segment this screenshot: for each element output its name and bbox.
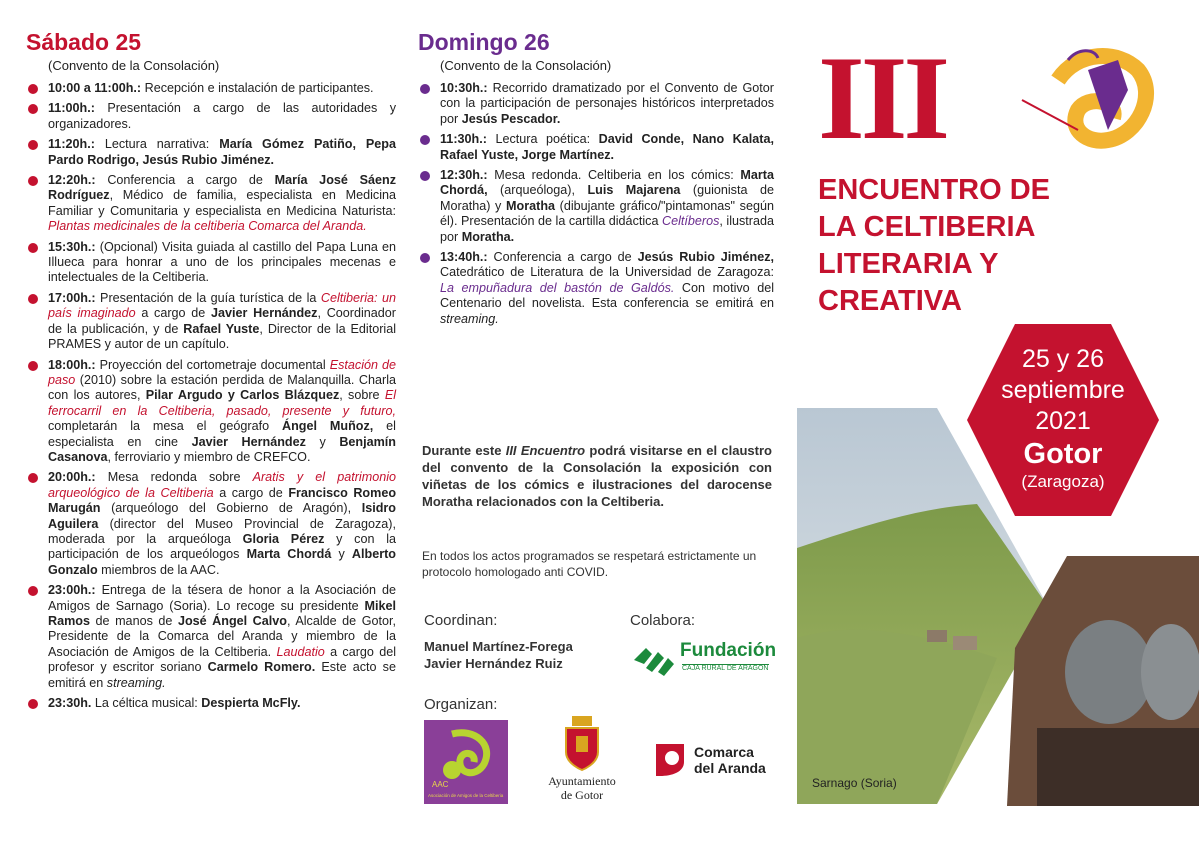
event-dates: 25 y 26 septiembre 2021 Gotor (Zaragoza): [965, 344, 1161, 493]
saturday-title: Sábado 25: [26, 29, 142, 55]
bullet-icon: [28, 473, 38, 483]
text-segment: podrá visitarse en el claustro del convento de la Consolación la exposición con viñetas de los cómics e ilustraciones del darocense: [422, 443, 772, 492]
text-segment: , Médico de familia, especialista en Medicina Familiar y Comunitaria y especialista en Medicina Naturista:: [48, 188, 396, 218]
bullet-icon: [28, 140, 38, 150]
text-segment: 18:00h.:: [48, 357, 96, 372]
schedule-item: [26, 240, 396, 286]
text-segment: , Coordinador de la publicación, y de: [48, 306, 396, 336]
text-segment: 23:00h.:: [48, 583, 96, 598]
text-segment: La empuñadura del bastón de Galdós.: [440, 280, 675, 295]
text-segment: Lectura poética:: [486, 132, 599, 147]
text-segment: 23:30h.: [48, 696, 92, 711]
schedule-item: [26, 470, 396, 578]
schedule-item: [26, 137, 396, 168]
text-segment: Presentación de la guía turística de la: [95, 290, 321, 305]
text-segment: (arqueóloga),: [487, 183, 588, 198]
text-segment: Moratha: [422, 494, 473, 509]
text-segment: Durante este: [422, 443, 506, 458]
text-segment: , ferroviario y miembro de CREFCO.: [107, 449, 311, 464]
text-segment: Lectura narrativa:: [94, 137, 220, 152]
text-segment: David Conde, Nano Kalata, Rafael Yuste, Jorge Martínez.: [440, 132, 774, 162]
organizan-label: Organizan:: [424, 696, 498, 713]
text-segment: de manos de: [90, 614, 178, 628]
bullet-icon: [28, 84, 38, 94]
text-segment: 10:30h.:: [440, 81, 488, 95]
text-segment: y: [305, 434, 340, 449]
hero-title-line-2: LA CELTIBERIA: [818, 211, 1036, 243]
text-segment: Mikel Ramos: [48, 598, 396, 628]
bullet-icon: [420, 135, 430, 145]
text-segment: completarán la mesa el geógrafo: [48, 419, 282, 434]
schedule-item: [418, 132, 774, 163]
schedule-item: [418, 168, 774, 245]
text-segment: (arqueólogo del Gobierno de Aragón),: [100, 501, 362, 516]
text-segment: El ferrocarril en la Celtiberia, pasado, presente y futuro,: [48, 388, 397, 418]
text-segment: Alberto Gonzalo: [48, 547, 396, 577]
coordinan-name-1: Manuel Martínez-Forega: [424, 639, 573, 654]
text-segment: streaming.: [440, 311, 499, 326]
colabora-label: Colabora:: [630, 612, 696, 629]
text-segment: Recorrido dramatizado por el Convento de Gotor con la participación de personajes históricos interpretados por: [440, 81, 774, 126]
text-segment: 10:00 a 11:00h.:: [48, 81, 142, 95]
schedule-item: [418, 81, 774, 127]
text-segment: Moratha: [506, 198, 556, 213]
text-segment: (Opcional) Visita guiada al castillo del Papa Luna en Illueca para honrar a uno de los principales mecenas e intelectuales de la Celtiberia.: [48, 239, 396, 285]
text-segment: Pilar Argudo y Carlos Blázquez: [145, 388, 340, 403]
text-segment: 11:20h.:: [48, 137, 95, 152]
text-segment: Gloria Pérez: [242, 531, 325, 546]
text-segment: y con la participación de los arqueólogos: [48, 531, 397, 562]
coordinan-label: Coordinan:: [424, 612, 498, 629]
text-segment: Carmelo Romero.: [207, 660, 316, 675]
hero-title-line-3: LITERARIA Y: [818, 248, 999, 280]
text-segment: María Gómez Patiño, Pepa Pardo Rodrigo, Jesús Rubio Jiménez.: [48, 137, 396, 167]
text-segment: Marta Chordá,: [440, 168, 774, 198]
saturday-venue: (Convento de la Consolación): [48, 58, 220, 73]
text-segment: Rafael Yuste: [183, 321, 260, 336]
schedule-item: [26, 291, 396, 353]
text-segment: a cargo del profesor y escritor soriano: [48, 644, 397, 675]
text-segment: , Director de la Editorial PRAMES y autor de un capítulo.: [48, 321, 397, 352]
text-segment: Mesa redonda sobre: [95, 470, 253, 485]
text-segment: , ilustrada por: [440, 214, 775, 244]
text-segment: a cargo de: [213, 485, 289, 500]
ayuntamiento-gotor-logo: Ayuntamiento de Gotor: [540, 716, 624, 808]
text-segment: La céltica musical:: [91, 696, 202, 711]
comarca-aranda-logo: Comarca del Aranda: [650, 742, 780, 782]
text-segment: Laudatio: [276, 644, 325, 659]
text-segment: Plantas medicinales de la celtiberia Comarca del Aranda.: [48, 219, 367, 234]
event-region: (Zaragoza): [1021, 472, 1105, 491]
text-segment: Presentación a cargo de las autoridades y organizadores.: [48, 101, 396, 131]
text-segment: (guionista de Moratha) y: [440, 183, 774, 213]
bullet-icon: [420, 253, 430, 263]
text-segment: José Ángel Calvo: [177, 614, 287, 628]
text-segment: Francisco Romeo Marugán: [48, 485, 397, 516]
text-segment: (dibujante gráfico/"pintamonas" según él). Presentación de la cartilla didáctica: [440, 198, 774, 229]
text-segment: María José Sáenz Rodríguez: [48, 173, 396, 203]
coat-of-arms-icon: [562, 716, 602, 772]
text-segment: 13:40h.:: [440, 250, 488, 265]
exhibition-note: [422, 442, 772, 510]
bullet-icon: [28, 361, 38, 371]
text-segment: a cargo de: [135, 306, 211, 321]
text-segment: 15:30h.:: [48, 239, 96, 254]
schedule-item: [418, 250, 774, 327]
text-segment: Conferencia a cargo de: [487, 250, 638, 265]
text-segment: 12:30h.:: [440, 168, 488, 183]
text-segment: 20:00h.:: [48, 470, 96, 485]
aac-spiral-icon: [424, 720, 508, 804]
text-segment: (director del Museo Provincial de Zaragoza), moderada por la arqueóloga: [48, 516, 396, 546]
coordinan-name-2: Javier Hernández Ruiz: [424, 656, 563, 671]
text-segment: el especialista en cine: [48, 419, 396, 449]
hero-title-line-4: CREATIVA: [818, 285, 962, 317]
hero-title-line-1: ENCUENTRO DE: [818, 174, 1051, 206]
text-segment: 11:00h.:: [48, 101, 95, 116]
text-segment: Despierta McFly.: [201, 696, 301, 711]
text-segment: Celtíberos: [661, 214, 720, 229]
text-segment: , sobre: [339, 388, 385, 403]
text-segment: Javier Hernández: [210, 306, 318, 321]
schedule-item: [26, 583, 396, 691]
text-segment: Conferencia a cargo de: [95, 173, 275, 188]
text-segment: Luis Majarena: [587, 183, 681, 198]
text-segment: Aratis y el patrimonio arqueológico de la Celtiberia: [48, 470, 396, 500]
bullet-icon: [420, 84, 430, 94]
event-place: Gotor: [1023, 438, 1103, 470]
text-segment: 12:20h.:: [48, 173, 96, 188]
fundacion-logo: Fundación CAJA RURAL DE ARAGON: [630, 640, 780, 680]
text-segment: 17:00h.:: [48, 290, 96, 305]
sunday-column: [418, 0, 774, 332]
text-segment: Javier Hernández: [191, 434, 306, 449]
photo-caption: Sarnago (Soria): [812, 776, 897, 790]
text-segment: 11:30h.:: [440, 132, 487, 147]
schedule-item: [26, 173, 396, 235]
text-segment: Isidro Aguilera: [48, 501, 396, 531]
text-segment: III Encuentro: [505, 443, 586, 458]
text-segment: Moratha.: [461, 229, 515, 244]
schedule-item: [26, 81, 396, 96]
text-segment: Entrega de la tésera de honor a la Asociación de Amigos de Sarnago (Soria). Lo recoge su presidente: [48, 583, 396, 613]
text-segment: Jesús Pescador.: [461, 111, 561, 126]
text-segment: Ángel Muñoz,: [282, 419, 374, 434]
roman-numeral: III: [818, 31, 947, 164]
comarca-shape-icon: [650, 742, 688, 778]
text-segment: Proyección del cortometraje documental: [95, 357, 330, 372]
text-segment: (2010) sobre la estación perdida de Malanquilla. Charla con los autores,: [48, 372, 396, 403]
text-segment: Celtiberia: un país imaginado: [48, 290, 396, 321]
aac-logo: AAC Asociación de Amigos de la Celtiberia: [424, 720, 508, 804]
sunday-venue: (Convento de la Consolación): [440, 58, 612, 73]
text-segment: Recepción e instalación de participantes.: [141, 81, 374, 95]
text-segment: Marta Chordá: [246, 547, 332, 562]
text-segment: Benjamín Casanova: [48, 434, 396, 464]
text-segment: Estación de paso: [48, 357, 397, 387]
sunday-title: Domingo 26: [418, 29, 550, 55]
text-segment: , Alcalde de Gotor, Presidente de la Comarca del Aranda y miembro de la Asociación de Amigos de la Celtiberia.: [48, 614, 396, 659]
bullet-icon: [28, 104, 38, 114]
text-segment: Con motivo del Centenario del novelista. Esta conferencia se emitirá en: [440, 280, 774, 311]
saturday-schedule: [26, 81, 396, 711]
text-segment: streaming.: [106, 675, 166, 690]
bullet-icon: [28, 294, 38, 304]
covid-note: En todos los actos programados se respetará estrictamente un protocolo homologado anti COVID.: [422, 549, 757, 579]
bullet-icon: [28, 176, 38, 186]
schedule-item: [26, 101, 396, 132]
text-segment: Jesús Rubio Jiménez,: [637, 250, 774, 265]
bullet-icon: [28, 699, 38, 709]
text-segment: Este acto se emitirá en: [48, 660, 396, 690]
schedule-item: [26, 696, 396, 711]
hero-title: [818, 172, 1050, 320]
text-segment: miembros de la AAC.: [97, 562, 220, 577]
bullet-icon: [28, 243, 38, 253]
saturday-column: [26, 0, 396, 716]
bullet-icon: [28, 586, 38, 596]
text-segment: Catedrático de Literatura de la Universidad de Zaragoza:: [440, 265, 774, 280]
text-segment: relacionados con la Celtiberia.: [472, 494, 665, 509]
text-segment: Mesa redonda. Celtiberia en los cómics:: [487, 168, 741, 183]
celtic-horse-illustration-icon: [1018, 40, 1168, 160]
text-segment: y: [331, 547, 352, 562]
bullet-icon: [420, 171, 430, 181]
caja-rural-leaf-icon: [630, 642, 676, 678]
schedule-item: [26, 358, 396, 466]
sunday-schedule: [418, 81, 774, 327]
